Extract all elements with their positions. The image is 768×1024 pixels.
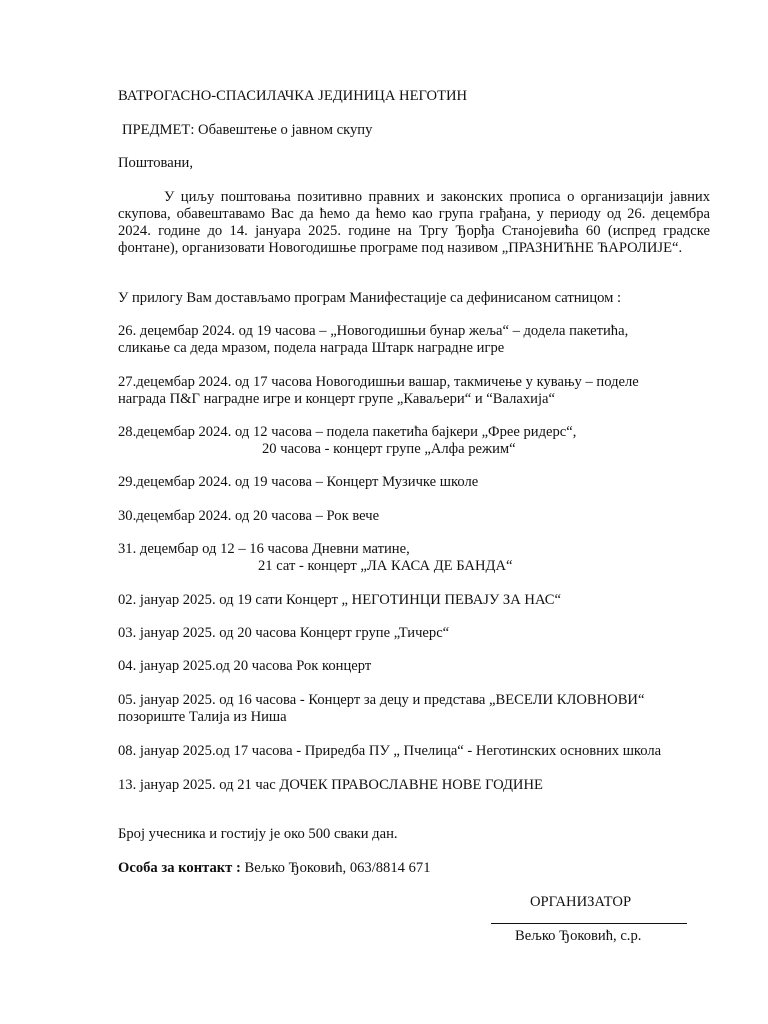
schedule-item-cont: сликање са деда мразом, подела награда Штарк наградне игре (118, 340, 505, 356)
attendance-note: Број учесника и гостију је око 500 сваки дан. (118, 826, 398, 842)
greeting: Поштовани, (118, 155, 193, 171)
schedule-item: 31. децембар од 12 – 16 часова Дневни матине, (118, 541, 410, 557)
schedule-item: 29.децембар 2024. од 19 часова – Концерт Музичке школе (118, 474, 479, 490)
intro-paragraph: У циљу поштовања позитивно правних и законских прописа о организацији јавних скупова, обавештавамо Вас да ћемо да ћемо као група грађана, у периоду од 26. децембра 2024. године до 14. јануара 2025. године на Тргу Ђорђа Станојевића 60 (испред градске фонтане), организовати Новогодишње програме под називом „ПРАЗНИЋНЕ ЋАРОЛИЈЕ“. (118, 189, 710, 256)
schedule-item-cont: позориште Талија из Ниша (118, 709, 287, 725)
schedule-item: 30.децембар 2024. од 20 часова – Рок вече (118, 508, 380, 524)
contact-label: Особа за контакт : (118, 860, 241, 876)
organization-heading: ВАТРОГАСНО-СПАСИЛАЧКА ЈЕДИНИЦА НЕГОТИН (118, 88, 468, 104)
schedule-item: 03. јануар 2025. од 20 часова Концерт групе „Тичерс“ (118, 625, 450, 641)
schedule-item: 13. јануар 2025. од 21 час ДОЧЕК ПРАВОСЛАВНЕ НОВЕ ГОДИНЕ (118, 777, 543, 793)
schedule-item-cont: 20 часова - концерт групе „Алфа режим“ (262, 441, 516, 457)
schedule-item: 08. јануар 2025.од 17 часова - Приредба ПУ „ Пчелица“ - Неготинских основних школа (118, 743, 662, 759)
signature-line (491, 923, 687, 924)
schedule-item: 02. јануар 2025. од 19 сати Концерт „ НЕГОТИНЦИ ПЕВАЈУ ЗА НАС“ (118, 592, 561, 608)
subject-line: ПРЕДМЕТ: Обавештење о јавном скупу (122, 122, 373, 138)
schedule-item-cont: награда П&Г наградне игре и концерт групе „Каваљери“ и “Валахија“ (118, 391, 555, 407)
contact-value: Вељко Ђоковић, 063/8814 671 (240, 860, 431, 876)
schedule-item: 27.децембар 2024. од 17 часова Новогодишњи вашар, такмичење у кувању – поделе (118, 374, 639, 390)
program-intro: У прилогу Вам достављамо програм Манифестације са дефинисаном сатницом : (118, 290, 622, 306)
signatory-name: Вељко Ђоковић, с.р. (515, 928, 642, 944)
organizer-title: ОРГАНИЗАТОР (530, 894, 632, 910)
schedule-item-cont: 21 сат - концерт „ЛА КАСА ДЕ БАНДА“ (258, 558, 513, 574)
schedule-item: 28.децембар 2024. од 12 часова – подела пакетића бајкери „Фрее ридерс“, (118, 424, 577, 440)
schedule-item: 26. децембар 2024. од 19 часова – „Новогодишњи бунар жеља“ – додела пакетића, (118, 323, 629, 339)
schedule-item: 04. јануар 2025.од 20 часова Рок концерт (118, 658, 372, 674)
schedule-item: 05. јануар 2025. од 16 часова - Концерт за децу и представа „ВЕСЕЛИ КЛОВНОВИ“ (118, 692, 645, 708)
contact-line (118, 860, 431, 877)
